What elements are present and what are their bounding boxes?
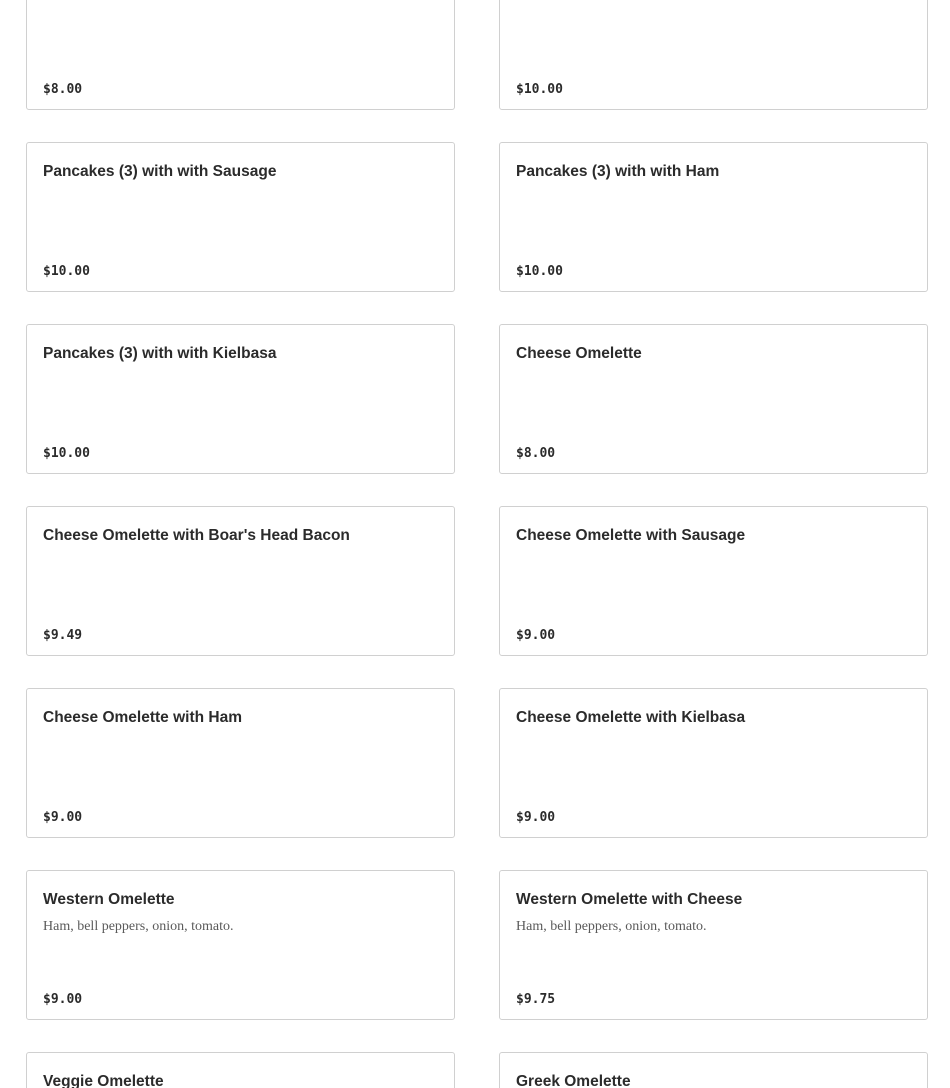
menu-item-description: Ham, bell peppers, onion, tomato. [516, 919, 707, 934]
menu-item-grid [26, 0, 928, 1088]
menu-item-price: $9.00 [43, 810, 83, 825]
menu-item-price: $9.00 [43, 992, 83, 1007]
menu-item-description: Ham, bell peppers, onion, tomato. [43, 919, 234, 934]
menu-item-price: $9.00 [516, 810, 556, 825]
menu-item-card[interactable] [499, 1052, 928, 1088]
menu-item-price: $8.00 [43, 82, 83, 97]
menu-item-name: Cheese Omelette with Boar's Head Bacon [43, 527, 350, 544]
menu-item-price: $10.00 [516, 82, 563, 97]
menu-item-name: Cheese Omelette [516, 345, 642, 362]
menu-item-price: $9.00 [516, 628, 556, 643]
menu-item-card[interactable] [499, 506, 928, 656]
menu-item-name: Veggie Omelette [43, 1073, 164, 1088]
menu-item-card[interactable] [499, 142, 928, 292]
menu-item-name: Cheese Omelette with Sausage [516, 527, 746, 544]
menu-item-price: $8.00 [516, 446, 556, 461]
menu-item-name: Pancakes (3) with with Sausage [43, 163, 277, 180]
menu-item-card[interactable] [26, 688, 455, 838]
menu-item-name: Greek Omelette [516, 1073, 631, 1088]
menu-item-name: Pancakes (3) with with Ham [516, 163, 720, 180]
menu-item-name: Pancakes (3) with with Kielbasa [43, 345, 277, 362]
menu-item-price: $10.00 [516, 264, 563, 279]
menu-item-card[interactable] [26, 1052, 455, 1088]
menu-item-name: Western Omelette with Cheese [516, 891, 743, 908]
menu-item-card[interactable] [499, 688, 928, 838]
menu-item-card[interactable] [26, 870, 455, 1020]
menu-item-card[interactable] [26, 0, 455, 110]
menu-item-card[interactable] [499, 0, 928, 110]
menu-item-price: $10.00 [43, 446, 90, 461]
menu-item-name: Cheese Omelette with Ham [43, 709, 242, 726]
menu-item-card[interactable] [26, 506, 455, 656]
menu-item-card[interactable] [499, 870, 928, 1020]
menu-item-name: Western Omelette [43, 891, 175, 908]
menu-item-card[interactable] [26, 324, 455, 474]
menu-item-name: Cheese Omelette with Kielbasa [516, 709, 746, 726]
menu-item-price: $10.00 [43, 264, 90, 279]
menu-item-card[interactable] [499, 324, 928, 474]
menu-item-price: $9.75 [516, 992, 556, 1007]
menu-item-price: $9.49 [43, 628, 83, 643]
menu-item-card[interactable] [26, 142, 455, 292]
